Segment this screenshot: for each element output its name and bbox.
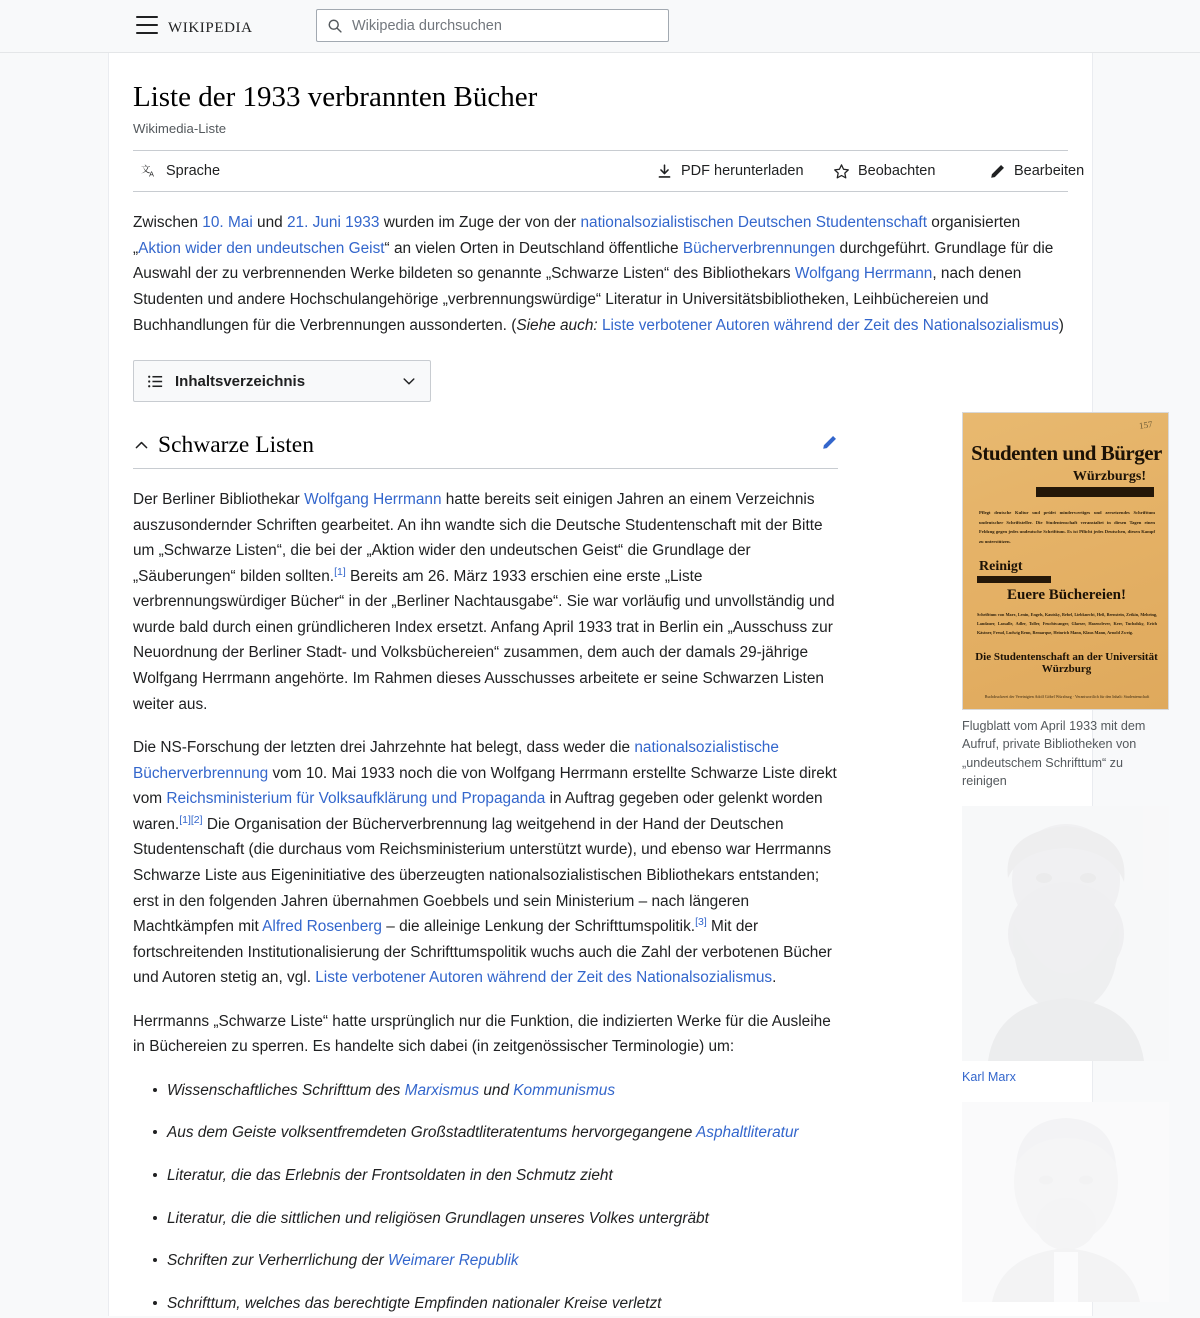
section-paragraph-2 [133,735,838,991]
hamburger-menu-icon[interactable] [136,16,158,34]
p2-text-c: in Auftrag gegeben oder gelenkt worden waren. [133,790,823,833]
flugblatt-caption: Flugblatt vom April 1933 mit dem Aufruf, private Bibliotheken von „undeutschem Schrifttum“ zu reinigen [962,719,1146,788]
bullet-0-text-a: Wissenschaftliches Schrifttum des [167,1081,405,1099]
flugblatt-line-4: Euere Büchereien! [1006,587,1126,603]
bullet-2-text-a: Literatur, die das Erlebnis der Frontsoldaten in den Schmutz zieht [167,1167,613,1184]
list-item [153,1291,838,1317]
p1-text-a: Der Berliner Bibliothekar [133,491,305,509]
bullet-3-text-a: Literatur, die die sittlichen und religiösen Grundlagen unseres Volkes untergräbt [167,1209,709,1227]
page-title: Liste der 1933 verbrannten Bücher [133,81,538,113]
reference-link-1[interactable]: [1] [334,565,346,578]
section-edit-pencil-icon[interactable] [821,434,838,451]
p2-text-g: . [772,969,777,987]
link-10-mai[interactable]: 10. Mai [202,214,253,232]
link-buecherverbrennungen[interactable]: Bücherverbrennungen [682,239,836,257]
flugblatt-footer: Buchdruckerei der Vereinigten Adolf Göbel Würzburg · Verantwortlich für den Inhalt: Studentenschaft [984,694,1150,700]
bullet-4-text-a: Schriften zur Verherrlichung der [167,1252,388,1270]
figure-flugblatt [962,412,1170,790]
flugblatt-archive-number: 157 [1137,419,1153,431]
intro-text-7: , nach denen Studenten und andere Hochschulangehörige „verbrennungswürdige“ Literatur in Universitätsbibliotheken, Leihbüchereien und Buchhandlungen für die Verbrennungen aussonderten. ( [133,265,1022,334]
p2-text-d: Die Organisation der Bücherverbrennung lag weitgehend in der Hand der Deutschen Studentenschaft (die durchaus vom Reichsministerium unterstützt wurde), und ebenso war Herrmanns Schwarze Liste aus Eigeninitiative des überzeugten nationalsozialistischen Bibliothekars entstanden; erst in den folgenden Jahren übernahmen Goebbels und sein Ministerium – nach längeren Machtkämpfen mit [133,815,832,936]
reference-link-3[interactable]: [3] [695,915,707,928]
link-liste-verbotener-autoren-p2[interactable]: Liste verbotener Autoren während der Zeit des Nationalsozialismus [315,969,773,987]
content-container [108,53,1162,1316]
intro-text-5: “ an vielen Orten in Deutschland öffentliche [384,239,683,257]
karl-marx-image[interactable] [962,806,1169,1061]
link-alfred-rosenberg[interactable]: Alfred Rosenberg [262,918,382,936]
section-title: Schwarze Listen [158,432,314,459]
p2-text-a: Die NS-Forschung der letzten drei Jahrzehnte hat belegt, dass weder die [133,739,635,757]
search-placeholder: Wikipedia durchsuchen [352,17,502,34]
link-reichsministerium[interactable]: Reichsministerium für Volksaufklärung und Propaganda [166,790,546,808]
link-wolfgang-herrmann-p1[interactable]: Wolfgang Herrmann [304,491,442,509]
link-liste-verbotener-autoren-intro[interactable]: Liste verbotener Autoren während der Zeit des Nationalsozialismus [601,316,1059,334]
download-pdf-label: PDF herunterladen [681,163,804,180]
star-icon [833,163,850,180]
reference-marker-3 [695,916,707,928]
edit-label: Bearbeiten [1014,163,1085,180]
article-toolbar [133,150,1085,192]
list-item [153,1120,838,1146]
karl-marx-caption [962,1068,1169,1086]
reference-link-2[interactable]: [2] [190,813,203,826]
link-deutsche-studentenschaft[interactable]: nationalsozialistischen Deutschen Studentenschaft [580,214,927,232]
table-of-contents-label: Inhaltsverzeichnis [175,372,306,390]
link-kommunismus[interactable]: Kommunismus [513,1081,616,1099]
list-item [153,1078,838,1104]
bullet-5-text-a: Schrifttum, welches das berechtigte Empfinden nationaler Kreise verletzt [167,1294,662,1312]
p2-text-b: vom 10. Mai 1933 noch die von Wolfgang Herrmann erstellte Schwarze Liste direkt vom [133,764,837,808]
bullet-0-text-b: und [479,1081,514,1099]
list-item [153,1248,838,1274]
section-paragraph-3: Herrmanns „Schwarze Liste“ hatte ursprünglich nur die Funktion, die indizierten Werke für die Ausleihe in Büchereien zu sperren. Es handelte sich dabei (in zeitgenössischer Terminologie) um: [133,1012,831,1056]
p1-text-c: Bereits am 26. März 1933 erschien eine erste „Liste verbrennungswürdiger Bücher“ in der „Berliner Nachtausgabe“. Sie war vorläufig und unvollständig und wurde bald durch einen gründlicheren Index ersetzt. Anfang April 1933 trat in Berlin ein „Ausschuss zur Neuordnung der Berliner Stadt- und Volksbüchereien“ zusammen, dem auch der damals 29-jährige Wolfgang Herrmann angehörte. Im Rahmen dieses Ausschusses arbeitete er seine Schwarzen Listen weiter aus. [133,567,835,713]
flugblatt-image[interactable] [962,412,1169,710]
reference-marker-1 [334,566,346,578]
intro-text-9: ) [1058,316,1064,334]
edit-button[interactable] [989,163,1084,180]
reference-marker-1b [179,814,191,826]
list-item [153,1206,838,1232]
list-item [153,1163,838,1189]
figure-karl-marx [962,806,1170,1086]
search-input[interactable] [316,9,669,42]
flugblatt-paragraph: Pflegt deutsche Kultur und prüfet minderwertiges und zersetzendes Schrifttum undeutscher Schriftsteller. Die Studentenschaft veranstaltet in diesen Tagen einen Feldzug gegen jedes undeutsche Schrifttum. Es ist Pflicht jedes Deutschen, diesen Kampf zu unterstützen. [979,510,1155,544]
flugblatt-line-3: Reinigt [979,559,1023,574]
language-button[interactable] [141,163,220,180]
link-ns-buecherverbrennung[interactable]: nationalsozialistische Bücherverbrennung [133,739,779,782]
siehe-auch-label: Siehe auch: [516,316,598,334]
flugblatt-black-bar [1036,487,1154,497]
watch-label: Beobachten [858,163,936,180]
table-of-contents-button[interactable] [133,360,431,402]
wikipedia-wordmark[interactable]: wikipedia [168,13,253,37]
p2-text-f: Mit der fortschreitenden Institutionalisierung der Schrifttumspolitik wuchs auch die Zahl der verbotenen Bücher und Autoren stetig an, vgl. [133,918,832,987]
translate-icon [141,163,158,180]
schwarze-listen-bullet-list [133,1078,838,1316]
flugblatt-line-5: Die Studentenschaft an der Universität Würzburg [975,651,1158,675]
link-21-juni-1933[interactable]: 21. Juni 1933 [287,214,380,232]
sigmund-freud-portrait-graphic [962,1102,1169,1302]
image-column [962,412,1170,1318]
link-weimarer-republik[interactable]: Weimarer Republik [388,1252,519,1270]
flugblatt-line-1: Studenten und Bürger [971,441,1162,465]
flugblatt-line-2: Würzburgs! [1072,469,1146,484]
reference-link-1b[interactable]: [1] [179,813,191,826]
link-asphaltliteratur[interactable]: Asphaltliteratur [695,1124,799,1142]
intro-text-1: Zwischen [133,214,203,232]
intro-text-3: wurden im Zuge der von der [379,214,581,232]
chevron-up-icon[interactable] [133,437,150,454]
intro-text-2: und [252,214,287,232]
p1-text-b: hatte bereits seit einigen Jahren an einem Verzeichnis auszusondernder Schriften gearbeitet. An ihn wandte sich die Deutsche Studentenschaft mit der Bitte um „Schwarze Listen“, die bei der „Aktion wider den undeutschen Geist“ die Grundlage der „Säuberungen“ bilden sollten. [133,491,823,585]
link-karl-marx[interactable]: Karl Marx [962,1070,1016,1084]
list-bullet-icon [147,373,164,390]
figure-sigmund-freud [962,1102,1170,1302]
section-header-schwarze-listen [133,432,838,469]
karl-marx-portrait-graphic [962,806,1169,1061]
flugblatt-artwork [962,412,1169,710]
bullet-1-text-a: Aus dem Geiste volksentfremdeten Großstadtliteratentums hervorgegangene [167,1124,696,1142]
reference-marker-2 [191,814,203,826]
link-aktion-wider-den-undeutschen-geist[interactable]: Aktion wider den undeutschen Geist [138,239,385,257]
download-pdf-button[interactable] [656,163,804,180]
page-subtitle: Wikimedia-Liste [133,121,227,137]
site-header [0,0,1200,52]
flugblatt-paragraph-2: Schrifttum von Marx, Lenin, Engels, Kautsky, Bebel, Liebknecht, Heß, Bernstein, Zetkin, Mehring, Landauer, Lassalle, Adler, Toller, Feuchtwanger, Glaeser, Hasenclever, Kerr, Tucholsky, Erich Kästner, Freud, Ludwig Renn, Remarque, Heinrich Mann, Klaus Mann, Arnold Zweig. [977,612,1157,635]
flugblatt-black-bar-2 [977,576,1051,583]
link-wolfgang-herrmann-intro[interactable]: Wolfgang Herrmann [794,265,933,283]
p2-text-e: – die alleinige Lenkung der Schrifttumspolitik. [381,918,696,936]
sigmund-freud-image[interactable] [962,1102,1169,1302]
svg-text:文: 文 [141,164,151,175]
pencil-icon [989,163,1006,180]
download-icon [656,163,673,180]
intro-text-4: organisierten „ [133,214,1021,257]
section-body [133,487,838,1316]
search-icon [327,18,343,34]
intro-text-6: durchgeführt. Grundlage für die Auswahl der zu verbrennenden Werke bildeten so genannte „Schwarze Listen“ des Bibliothekars [133,239,1054,283]
intro-paragraph [133,210,1070,338]
section-paragraph-1 [133,487,838,717]
svg-text:A: A [149,169,154,179]
watch-button[interactable] [833,163,935,180]
language-label: Sprache [166,163,221,180]
chevron-down-icon [401,373,417,389]
link-marxismus[interactable]: Marxismus [404,1081,480,1099]
